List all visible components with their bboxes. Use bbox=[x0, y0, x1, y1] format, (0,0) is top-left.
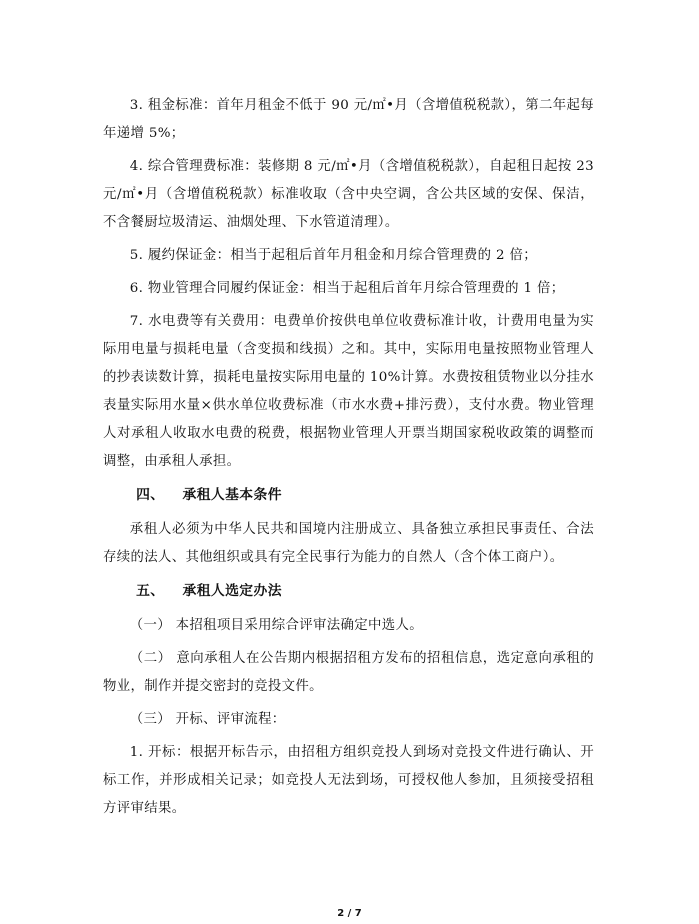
section-number: 四、 bbox=[136, 487, 165, 503]
paragraph-rent-standard: 3. 租金标准：首年月租金不低于 90 元/㎡•月（含增值税税款），第二年起每年递增 5%； bbox=[103, 98, 594, 141]
section-heading-selection-method bbox=[103, 577, 594, 605]
section-heading-tenant-conditions bbox=[103, 481, 594, 509]
section-title: 承租人选定办法 bbox=[182, 583, 282, 599]
paragraph-property-deposit: 6. 物业管理合同履约保证金：相当于起租后首年月综合管理费的 1 倍； bbox=[129, 281, 565, 296]
list-item-evaluation-method: （一） 本招租项目采用综合评审法确定中选人。 bbox=[129, 618, 423, 633]
list-item-opening-process: （三） 开标、评审流程： bbox=[129, 712, 286, 727]
section-number: 五、 bbox=[136, 583, 165, 599]
document-body bbox=[103, 92, 594, 828]
paragraph-performance-deposit: 5. 履约保证金：相当于起租后首年月租金和月综合管理费的 2 倍； bbox=[129, 248, 537, 263]
paragraph-management-fee: 4. 综合管理费标准：装修期 8 元/㎡•月（含增值税税款），自起租日起按 23 元/㎡•月（含增值税税款）标准收取（含中央空调，含公共区域的安保、保洁，不含餐厨垃圾清运、油烟处理、下水管道清理）。 bbox=[103, 159, 594, 230]
section-title: 承租人基本条件 bbox=[182, 487, 282, 503]
paragraph-utility-fees: 7. 水电费等有关费用：电费单价按供电单位收费标准计收，计费用电量为实际用电量与损耗电量（含变损和线损）之和。其中，实际用电量按照物业管理人的抄表读数计算，损耗电量按实际用电量的 10%计算。水费按租赁物业以分挂水表量实际用水量×供水单位收费标准（市水水费+排污费），支付水费。物业管理人对承租人收取水电费的税费，根据物业管理人开票当期国家税收政策的调整而调整，由承租人承担。 bbox=[103, 314, 594, 469]
list-item-bid-submission: （二） 意向承租人在公告期内根据招租方发布的招租信息，选定意向承租的物业，制作并提交密封的竞投文件。 bbox=[103, 651, 594, 694]
page-number: 2 / 7 bbox=[337, 908, 362, 919]
paragraph-tenant-conditions: 承租人必须为中华人民共和国境内注册成立、具备独立承担民事责任、合法存续的法人、其他组织或具有完全民事行为能力的自然人（含个体工商户）。 bbox=[103, 522, 594, 565]
list-item-bid-opening: 1. 开标：根据开标告示，由招租方组织竞投人到场对竞投文件进行确认、开标工作，并形成相关记录；如竞投人无法到场，可授权他人参加，且须接受招租方评审结果。 bbox=[103, 745, 594, 816]
